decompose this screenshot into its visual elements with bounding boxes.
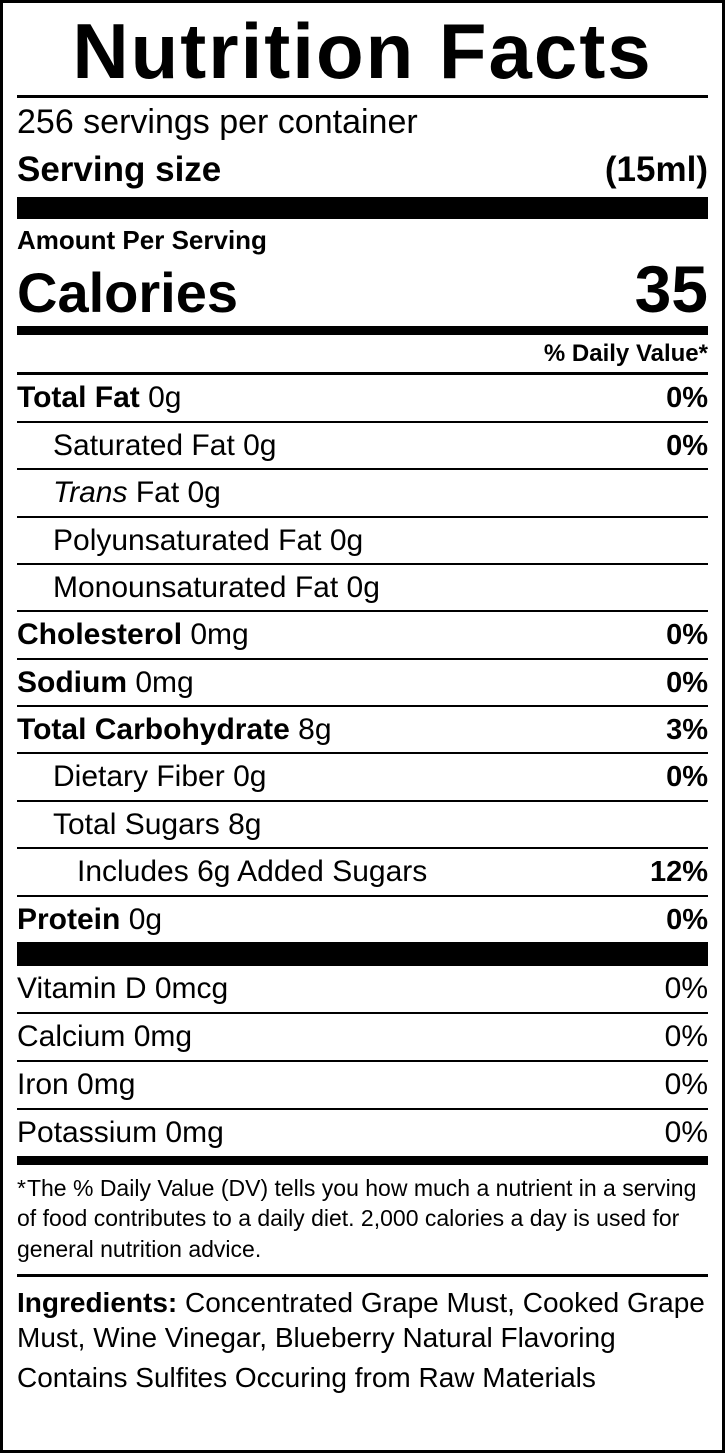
divider-above-footnote — [17, 1156, 708, 1165]
nutrient-row — [17, 470, 708, 515]
nutrient-daily-value: 0% — [666, 761, 708, 794]
divider-above-vitamins — [17, 944, 708, 966]
nutrient-daily-value: 12% — [649, 856, 708, 889]
nutrient-label: Trans — [53, 476, 128, 510]
divider-above-calories — [17, 197, 708, 219]
vitamin-row — [17, 1110, 708, 1156]
calories-label: Calories — [17, 260, 238, 324]
nutrient-list — [17, 375, 708, 944]
nutrient-name — [53, 570, 380, 605]
nutrient-row — [17, 754, 708, 799]
ingredients-label: Ingredients: — [17, 1287, 178, 1319]
nutrient-label: Total Carbohydrate — [17, 713, 290, 747]
nutrient-name — [53, 428, 277, 463]
vitamin-daily-value: 0% — [664, 1020, 708, 1054]
servings-per-container: 256 servings per container — [17, 103, 418, 142]
nutrient-label: Total Sugars — [53, 807, 220, 841]
vitamin-list — [17, 966, 708, 1156]
footnote-text: The % Daily Value (DV) tells you how much a nutrient in a serving of food contributes to a daily diet. 2,000 calories a day is used for general nutrition advice. — [17, 1175, 697, 1262]
vitamin-name: Iron 0mg — [17, 1068, 136, 1102]
nutrient-label: Polyunsaturated Fat — [53, 523, 322, 557]
footnote-marker: * — [17, 1175, 26, 1202]
nutrient-amount: 0mg — [135, 665, 194, 699]
nutrient-row — [17, 612, 708, 657]
nutrient-daily-value: 0% — [666, 382, 708, 415]
nutrient-row — [17, 565, 708, 610]
nutrient-amount: 0g — [243, 428, 277, 462]
nutrient-amount: 0g — [329, 523, 364, 557]
nutrient-name — [17, 617, 249, 652]
vitamin-row — [17, 966, 708, 1012]
vitamin-daily-value: 0% — [664, 1068, 708, 1102]
nutrient-label: Protein — [17, 902, 121, 936]
daily-value-header: % Daily Value* — [543, 340, 708, 368]
nutrient-daily-value: 0% — [666, 903, 708, 936]
page-title: Nutrition Facts — [72, 7, 653, 95]
nutrient-row — [17, 849, 708, 894]
daily-value-footnote — [17, 1165, 708, 1274]
amount-per-serving-label: Amount Per Serving — [17, 225, 267, 256]
nutrient-row — [17, 802, 708, 847]
nutrient-amount: 0mg — [190, 618, 249, 652]
serving-size-value: (15ml) — [604, 150, 708, 190]
nutrient-amount: Fat 0g — [135, 476, 221, 510]
vitamin-name: Calcium 0mg — [17, 1020, 193, 1054]
nutrient-label: Total Fat — [17, 381, 140, 415]
nutrient-name — [53, 475, 221, 510]
ingredients-block — [17, 1277, 708, 1360]
nutrient-name — [17, 665, 194, 700]
nutrient-amount: 0g — [233, 760, 267, 794]
nutrient-row — [17, 423, 708, 468]
nutrient-label: Sodium — [17, 665, 127, 699]
divider-under-calories — [17, 326, 708, 335]
contains-statement: Contains Sulfites Occuring from Raw Materials — [17, 1361, 596, 1393]
ingredients-text: Concentrated Grape Must, Cooked Grape Must, Wine Vinegar, Blueberry Natural Flavoring — [17, 1287, 705, 1354]
nutrient-daily-value: 0% — [666, 619, 708, 652]
nutrient-name — [17, 902, 162, 937]
nutrient-label: Dietary Fiber — [53, 760, 225, 794]
nutrient-label: Includes 6g Added Sugars — [77, 855, 428, 889]
nutrient-name — [53, 807, 261, 842]
nutrient-name — [53, 759, 266, 794]
vitamin-name: Vitamin D 0mcg — [17, 972, 229, 1006]
serving-size-label: Serving size — [17, 150, 222, 190]
nutrient-amount: 0g — [128, 902, 163, 936]
nutrient-amount: 8g — [228, 807, 262, 841]
nutrient-row — [17, 897, 708, 942]
vitamin-daily-value: 0% — [664, 972, 708, 1006]
nutrient-name — [53, 523, 363, 558]
nutrient-name — [17, 380, 182, 415]
vitamin-row — [17, 1014, 708, 1060]
vitamin-row — [17, 1062, 708, 1108]
nutrient-name — [17, 712, 332, 747]
vitamin-daily-value: 0% — [664, 1116, 708, 1150]
nutrient-amount: 0g — [148, 381, 182, 415]
nutrient-row — [17, 518, 708, 563]
nutrient-daily-value: 3% — [666, 714, 708, 747]
vitamin-name: Potassium 0mg — [17, 1116, 224, 1150]
nutrient-row — [17, 707, 708, 752]
calories-row — [17, 252, 708, 327]
nutrient-row — [17, 660, 708, 705]
nutrient-daily-value: 0% — [666, 429, 708, 462]
nutrient-amount: 8g — [298, 713, 332, 747]
calories-value: 35 — [634, 252, 708, 327]
nutrient-row — [17, 375, 708, 420]
serving-size-row — [17, 148, 708, 197]
nutrient-amount: 0g — [346, 570, 380, 604]
nutrient-daily-value: 0% — [666, 666, 708, 699]
nutrient-name — [77, 854, 427, 889]
nutrient-label: Cholesterol — [17, 618, 183, 652]
nutrient-label: Saturated Fat — [53, 428, 235, 462]
nutrient-label: Monounsaturated Fat — [53, 570, 339, 604]
